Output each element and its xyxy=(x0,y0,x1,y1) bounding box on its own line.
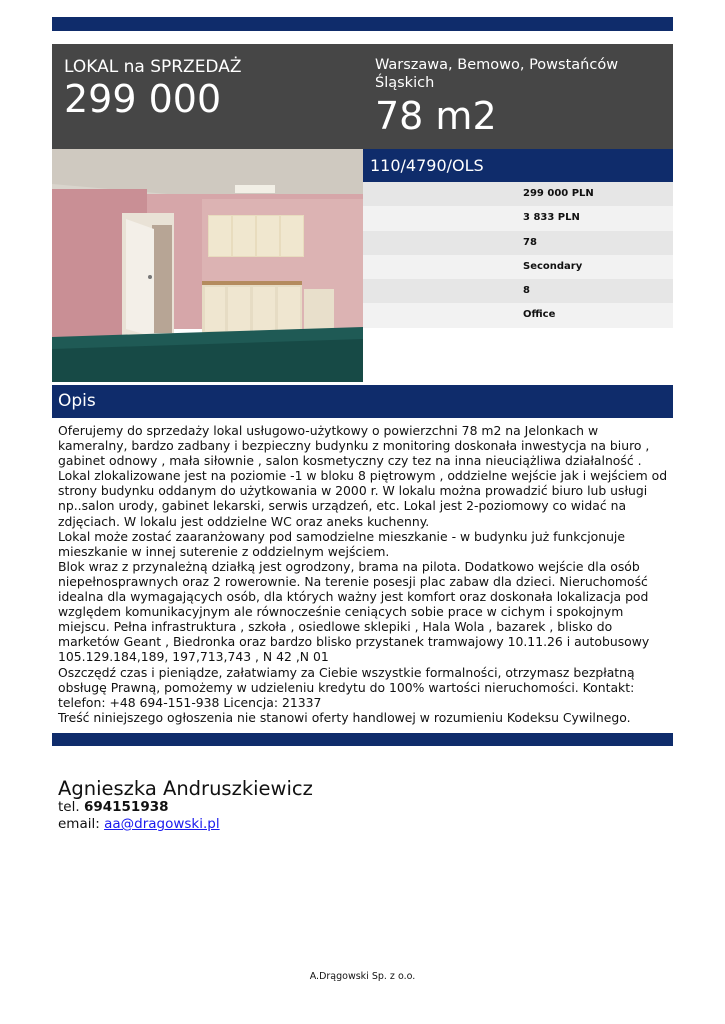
detail-row-price: 299 000 PLN xyxy=(363,182,673,206)
listing-reference: 110/4790/OLS xyxy=(363,149,673,182)
footer-company: A.Drągowski Sp. z o.o. xyxy=(309,971,416,982)
agent-phone xyxy=(58,799,169,815)
detail-row-area: 78 xyxy=(363,231,673,255)
listing-area: 78 m2 xyxy=(375,94,497,138)
description-heading: Opis xyxy=(52,385,673,418)
top-divider-bar xyxy=(52,17,673,31)
bottom-divider-bar xyxy=(52,733,673,746)
listing-price: 299 000 xyxy=(64,77,222,121)
agent-name: Agnieszka Andruszkiewicz xyxy=(58,777,313,800)
email-label: email: xyxy=(58,816,100,832)
listing-type: LOKAL na SPRZEDAŻ xyxy=(64,57,242,77)
detail-row-price-per-m2: 3 833 PLN xyxy=(363,206,673,230)
description-text: Oferujemy do sprzedaży lokal usługowo-użytkowy o powierzchni 78 m2 na Jelonkach w kameralny, bardzo zadbany i bezpieczny budynku z monitoring doskonała inwestycja na biuro , gabinet odnowy , mała siłownie , salon kosmetyczny czy tez na inna nieuciążliwa działalność . Lokal zlokalizowane jest na poziomie -1 w bloku 8 piętrowym , oddzielne wejście jak i wejściem od strony budynku oddanym do użytkowania w 2000 r. W lokalu można prowadzić biuro lub usługi np..salon urody, gabinet lekarski, serwis urządzeń, etc. Lokal jest 2-poziomowy co widać na zdjęciach. W lokalu jest oddzielne WC oraz aneks kuchenny. Lokal może zostać zaaranżowany pod samodzielne mieszkanie - w budynku już funkcjonuje mieszkanie w innej suterenie z oddzielnym wejściem. Blok wraz z przynależną działką jest ogrodzony, brama na pilota. Dodatkowo wejście dla osób niepełnosprawnych oraz 2 rowerownie. Na terenie posesji plac zabaw dla dzieci. Nieruchomość idealna dla wymagających osób, dla których ważny jest komfort oraz doskonała lokalizacja pod względem komunikacyjnym ale równocześnie ceniących sobie prace w cichym i spokojnym miejscu. Pełna infrastruktura , szkoła , osiedlowe sklepiki , Hala Wola , bazarek , blisko do marketów Geant , Biedronka oraz bardzo blisko przystanek tramwajowy 10.11.26 i autobusowy 105.129.184,189, 197,713,743 , N 42 ,N 01 Oszczędź czas i pieniądze, załatwiamy za Ciebie wszystkie formalności, otrzymasz bezpłatną obsługę Prawną, pomożemy w udzieleniu kredytu do 100% wartości nieruchomości. Kontakt: telefon: +48 694-151-938 Licencja: 21337 Treść niniejszego ogłoszenia nie stanowi oferty handlowej w rozumieniu Kodeksu Cywilnego. xyxy=(58,423,668,725)
detail-row-market: Secondary xyxy=(363,255,673,279)
phone-number: 694151938 xyxy=(83,799,169,815)
phone-label: tel. xyxy=(58,799,80,815)
property-photo xyxy=(52,149,363,382)
agent-email xyxy=(58,816,220,832)
listing-location: Warszawa, Bemowo, Powstańców Śląskich xyxy=(375,57,619,91)
detail-row-floors: 8 xyxy=(363,279,673,303)
listing-header xyxy=(52,44,673,149)
listing-details-table xyxy=(363,182,673,328)
detail-row-property-type: Office xyxy=(363,303,673,327)
email-link[interactable]: aa@dragowski.pl xyxy=(104,816,220,832)
